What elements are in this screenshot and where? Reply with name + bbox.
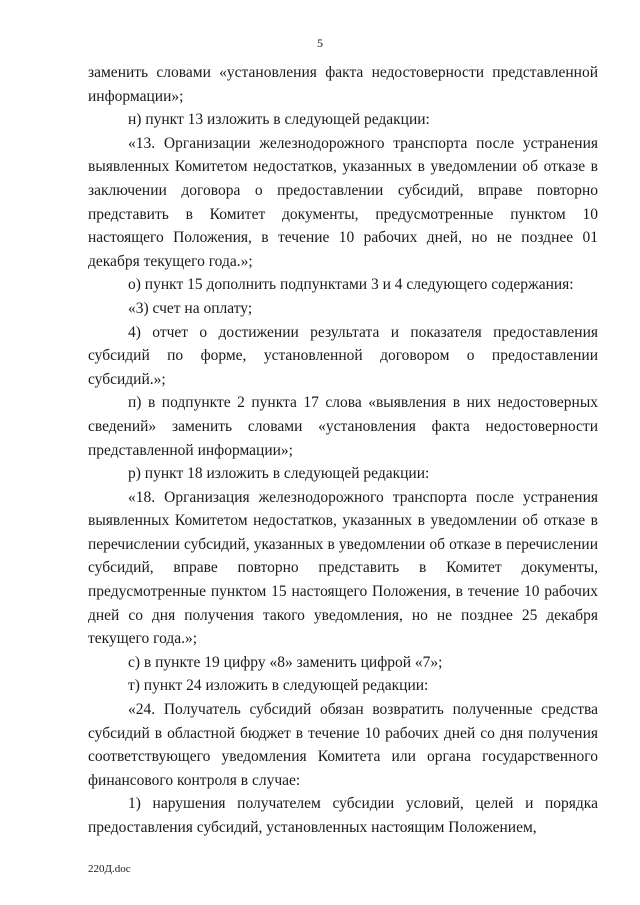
footer-filename: 220Д.doc — [88, 863, 131, 875]
paragraph: р) пункт 18 изложить в следующей редакции: — [128, 465, 430, 483]
paragraph: о) пункт 15 дополнить подпунктами 3 и 4 следующего содержания: — [128, 276, 574, 294]
paragraph: «13. Организации железнодорожного транспорта после устранения выявленных Комитетом недостатков, указанных в уведомлении об отказе в заключении договора о предоставлении субсидий, вправе повторно представить в Комитет документы, предусмотренные пунктом 10 настоящего Положения, в течение 10 рабочих дней, но не позднее 01 декабря текущего года.»; — [88, 134, 598, 270]
paragraph: 4) отчет о достижении результата и показателя предоставления субсидий по форме, установленной договором о предоставлении субсидий.»; — [88, 323, 598, 388]
paragraph: «24. Получатель субсидий обязан возвратить полученные средства субсидий в областной бюджет в течение 10 рабочих дней со дня получения соответствующего уведомления Комитета или органа государственного финансового контроля в случае: — [88, 701, 598, 789]
paragraph: «3) счет на оплату; — [128, 299, 253, 317]
paragraph: 1) нарушения получателем субсидии условий, целей и порядка предоставления субсидий, установленных настоящим Положением, — [88, 795, 598, 836]
paragraph: т) пункт 24 изложить в следующей редакции: — [128, 677, 429, 695]
paragraph: с) в пункте 19 цифру «8» заменить цифрой «7»; — [128, 653, 443, 671]
paragraph: заменить словами «установления факта недостоверности представленной информации»; — [88, 64, 598, 105]
page-number: 5 — [317, 36, 323, 50]
paragraph: п) в подпункте 2 пункта 17 слова «выявления в них недостоверных сведений» заменить словами «установления факта недостоверности представленной информации»; — [88, 394, 598, 459]
paragraph: н) пункт 13 изложить в следующей редакции: — [128, 111, 430, 129]
paragraph: «18. Организация железнодорожного транспорта после устранения выявленных Комитетом недостатков, указанных в уведомлении об отказе в перечислении субсидий, указанных в уведомлении об отказе в перечислении субсидий, вправе повторно представить в Комитет документы, предусмотренные пунктом 15 настоящего Положения, в течение 10 рабочих дней со дня получения такого уведомления, но не позднее 25 декабря текущего года.»; — [88, 488, 598, 648]
document-body — [88, 61, 598, 840]
